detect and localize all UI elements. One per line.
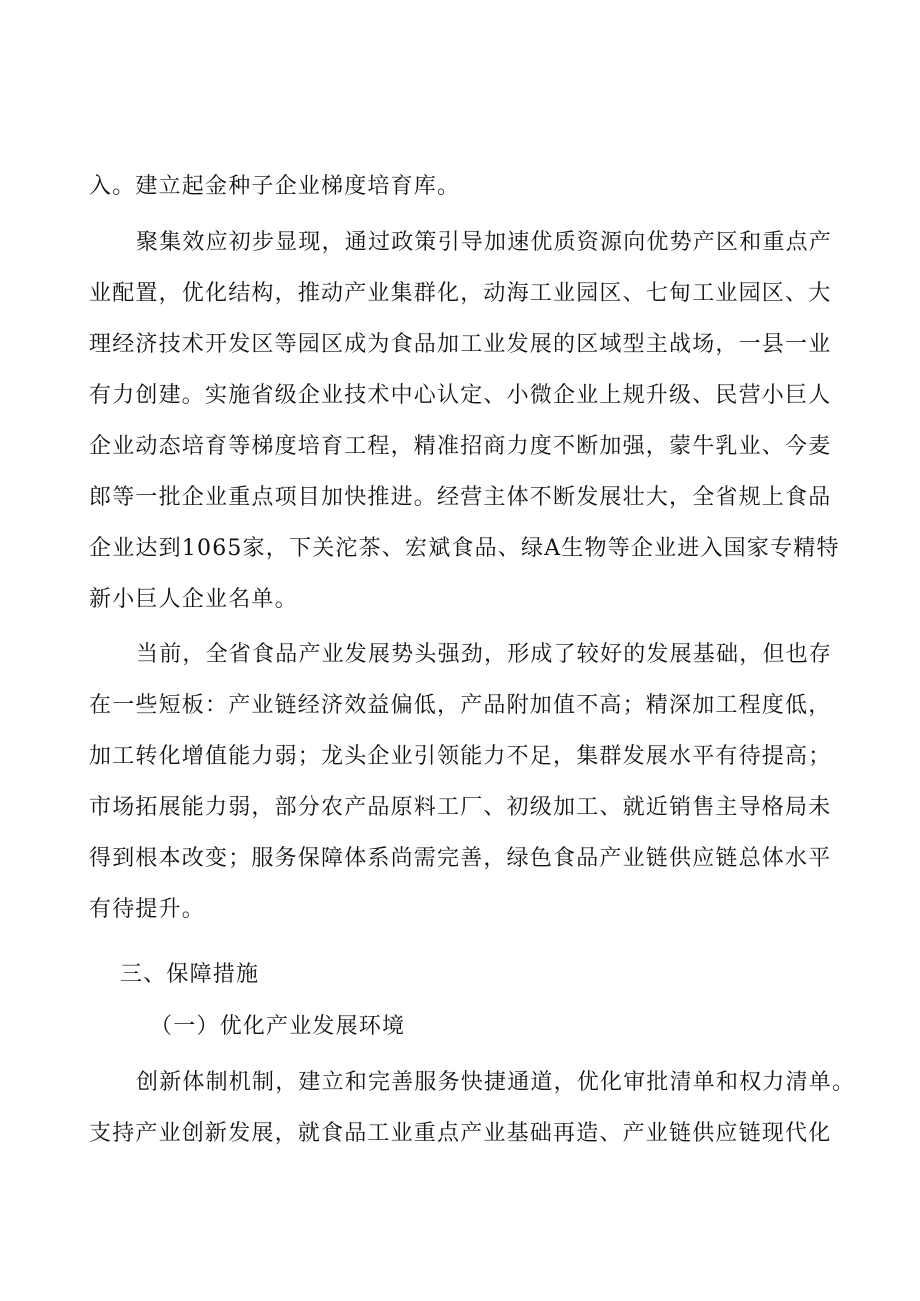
text-line: 新小巨人企业名单。	[89, 587, 298, 612]
text-line: 有力创建。实施省级企业技术中心认定、小微企业上规升级、民营小巨人	[89, 383, 832, 408]
paragraph-first-line: 创新体制机制，建立和完善服务快捷通道，优化审批清单和权力清单。	[136, 1070, 856, 1095]
text-line: 有待提升。	[89, 897, 206, 922]
text-line: 郎等一批企业重点项目加快推进。经营主体不断发展壮大，全省规上食品	[89, 485, 832, 510]
subsection-heading: （一）优化产业发展环境	[150, 1014, 406, 1039]
text-line: 企业动态培育等梯度培育工程，精准招商力度不断加强，蒙牛乳业、今麦	[89, 434, 832, 459]
text-line: 入。建立起金种子企业梯度培育库。	[89, 174, 461, 199]
paragraph-first-line: 聚集效应初步显现，通过政策引导加速优质资源向优势产区和重点产	[136, 230, 833, 255]
text-line: 在一些短板：产业链经济效益偏低，产品附加值不高；精深加工程度低，	[89, 693, 832, 718]
text-line: 市场拓展能力弱，部分农产品原料工厂、初级加工、就近销售主导格局未	[89, 795, 832, 820]
text-line: 得到根本改变；服务保障体系尚需完善，绿色食品产业链供应链总体水平	[89, 846, 832, 871]
text-line: 支持产业创新发展，就食品工业重点产业基础再造、产业链供应链现代化	[89, 1121, 832, 1146]
text-line: 企业达到1065家，下关沱茶、宏斌食品、绿A生物等企业进入国家专精特	[89, 536, 840, 561]
section-heading: 三、保障措施	[120, 962, 260, 987]
text-line: 加工转化增值能力弱；龙头企业引领能力不足，集群发展水平有待提高；	[89, 744, 832, 769]
text-line: 业配置，优化结构，推动产业集群化，动海工业园区、七甸工业园区、大	[89, 281, 832, 306]
text-line: 理经济技术开发区等园区成为食品加工业发展的区域型主战场，一县一业	[89, 332, 832, 357]
paragraph-first-line: 当前，全省食品产业发展势头强劲，形成了较好的发展基础，但也存	[136, 642, 833, 667]
